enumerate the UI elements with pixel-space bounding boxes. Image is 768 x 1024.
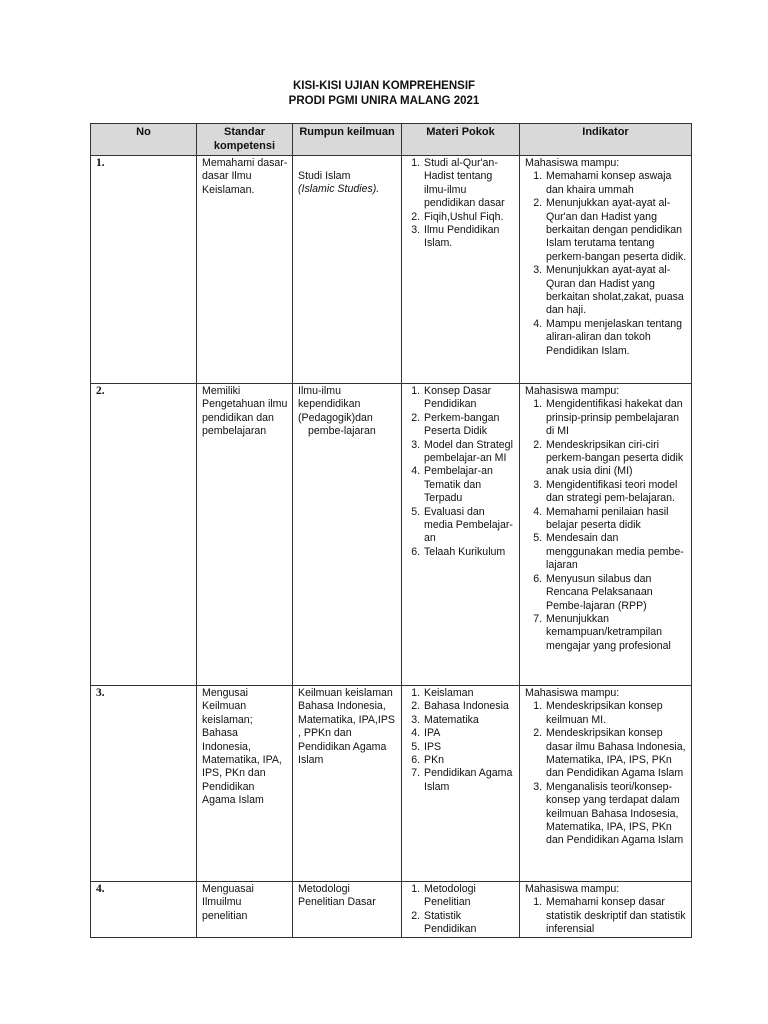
materi-item: 3. Ilmu Pendidikan Islam. <box>423 224 515 251</box>
materi-item: 6. PKn <box>423 754 515 767</box>
indikator-item: 4. Mampu menjelaskan tentang aliran-aliran dan tokoh Pendidikan Islam. <box>545 318 687 358</box>
materi-item: 2. Perkem-bangan Peserta Didik <box>423 412 515 439</box>
materi-cell <box>402 882 520 938</box>
rumpun-indent-text: pembe-lajaran <box>308 425 376 438</box>
materi-cell <box>402 156 520 384</box>
rumpun-cell <box>293 384 402 686</box>
indikator-item: 5. Mendesain dan menggunakan media pembe-lajaran <box>545 532 687 572</box>
table-header-row <box>91 124 692 156</box>
document-title-line2: PRODI PGMI UNIRA MALANG 2021 <box>288 95 480 107</box>
indikator-item: 4. Memahami penilaian hasil belajar peserta didik <box>545 506 687 533</box>
header-standar-kompetensi: Standar kompetensi <box>197 124 293 156</box>
indikator-item: 3. Mengidentifikasi teori model dan strategi pem-belajaran. <box>545 479 687 506</box>
row-number: 4. <box>91 882 197 938</box>
row-number: 2. <box>91 384 197 686</box>
materi-item: 7. Pendidikan Agama Islam <box>423 767 515 794</box>
standar-cell: Menguasai Ilmuilmu penelitian <box>197 882 293 938</box>
materi-item: 2. Bahasa Indonesia <box>423 700 515 713</box>
materi-item: 2. Fiqih,Ushul Fiqh. <box>423 211 515 224</box>
indikator-item: 2. Menunjukkan ayat-ayat al-Qur'an dan Hadist yang berkaitan dengan pendidikan Islam terutama tentang perkem-bangan peserta didik. <box>545 197 687 264</box>
indikator-lead: Mahasiswa mampu: <box>525 883 620 895</box>
materi-cell <box>402 384 520 686</box>
indikator-lead: Mahasiswa mampu: <box>525 385 620 397</box>
indikator-cell <box>520 156 692 384</box>
indikator-lead: Mahasiswa mampu: <box>525 687 620 699</box>
materi-cell <box>402 686 520 882</box>
standar-cell: Mengusai Keilmuan keislaman; Bahasa Indonesia, Matematika, IPA, IPS, PKn dan Pendidikan Agama Islam <box>197 686 293 882</box>
rumpun-italic-text: (Islamic Studies). <box>298 183 380 196</box>
materi-item: 4. IPA <box>423 727 515 740</box>
indikator-item: 1. Mendeskripsikan konsep keilmuan MI. <box>545 700 687 727</box>
indikator-item: 7. Menunjukkan kemampuan/ketrampilan mengajar yang profesional <box>545 613 687 653</box>
header-rumpun-keilmuan: Rumpun keilmuan <box>293 124 402 156</box>
materi-item: 5. Evaluasi dan media Pembelajar-an <box>423 506 515 546</box>
indikator-cell <box>520 384 692 686</box>
rumpun-cell: Keilmuan keislaman Bahasa Indonesia, Matematika, IPA,IPS , PPKn dan Pendidikan Agama Islam <box>293 686 402 882</box>
materi-item: 4. Pembelajar-an Tematik dan Terpadu <box>423 465 515 505</box>
materi-item: 6. Telaah Kurikulum <box>423 546 515 559</box>
kisi-kisi-table <box>90 123 692 938</box>
table-row <box>91 156 692 384</box>
rumpun-text: Studi Islam <box>298 170 351 182</box>
indikator-item: 1. Memahami konsep dasar statistik deskriptif dan statistik inferensial <box>545 896 687 936</box>
indikator-cell <box>520 882 692 938</box>
indikator-item: 3. Menunjukkan ayat-ayat al-Quran dan Hadist yang berkaitan sholat,zakat, puasa dan haji. <box>545 264 687 318</box>
header-indikator: Indikator <box>520 124 692 156</box>
header-materi-pokok: Materi Pokok <box>402 124 520 156</box>
table-row <box>91 686 692 882</box>
standar-cell: Memiliki Pengetahuan ilmu pendidikan dan pembelajaran <box>197 384 293 686</box>
indikator-item: 1. Mengidentifikasi hakekat dan prinsip-prinsip pembelajaran di MI <box>545 398 687 438</box>
standar-cell: Memahami dasar-dasar Ilmu Keislaman. <box>197 156 293 384</box>
indikator-item: 2. Mendeskripsikan ciri-ciri perkem-bangan peserta didik anak usia dini (MI) <box>545 439 687 479</box>
header-no: No <box>91 124 197 156</box>
rumpun-cell: Metodologi Penelitian Dasar <box>293 882 402 938</box>
materi-item: 3. Model dan Strategl pembelajar-an MI <box>423 439 515 466</box>
materi-item: 1. Metodologi Penelitian <box>423 883 515 910</box>
table-row <box>91 882 692 938</box>
row-number: 3. <box>91 686 197 882</box>
materi-item: 1. Konsep Dasar Pendidikan <box>423 385 515 412</box>
materi-item: 5. IPS <box>423 741 515 754</box>
indikator-item: 1. Memahami konsep aswaja dan khaira ummah <box>545 170 687 197</box>
materi-item: 3. Matematika <box>423 714 515 727</box>
rumpun-text: Ilmu-ilmu kependidikan (Pedagogik)dan <box>298 385 373 424</box>
indikator-item: 6. Menyusun silabus dan Rencana Pelaksanaan Pembe-lajaran (RPP) <box>545 573 687 613</box>
materi-item: 1. Studi al-Qur'an-Hadist tentang ilmu-ilmu pendidikan dasar <box>423 157 515 211</box>
indikator-lead: Mahasiswa mampu: <box>525 157 620 169</box>
table-row <box>91 384 692 686</box>
materi-item: 2. Statistik Pendidikan <box>423 910 515 937</box>
indikator-item: 3. Menganalisis teori/konsep-konsep yang terdapat dalam keilmuan Bahasa Indosesia, Matematika, IPA, IPS, PKn dan Pendidikan Agama Islam <box>545 781 687 848</box>
document-title-line1: KISI-KISI UJIAN KOMPREHENSIF <box>292 80 476 92</box>
materi-item: 1. Keislaman <box>423 687 515 700</box>
row-number: 1. <box>91 156 197 384</box>
indikator-item: 2. Mendeskripsikan konsep dasar ilmu Bahasa Indonesia, Matematika, IPA, IPS, PKn dan Pendidikan Agama Islam <box>545 727 687 781</box>
indikator-cell <box>520 686 692 882</box>
rumpun-cell <box>293 156 402 384</box>
